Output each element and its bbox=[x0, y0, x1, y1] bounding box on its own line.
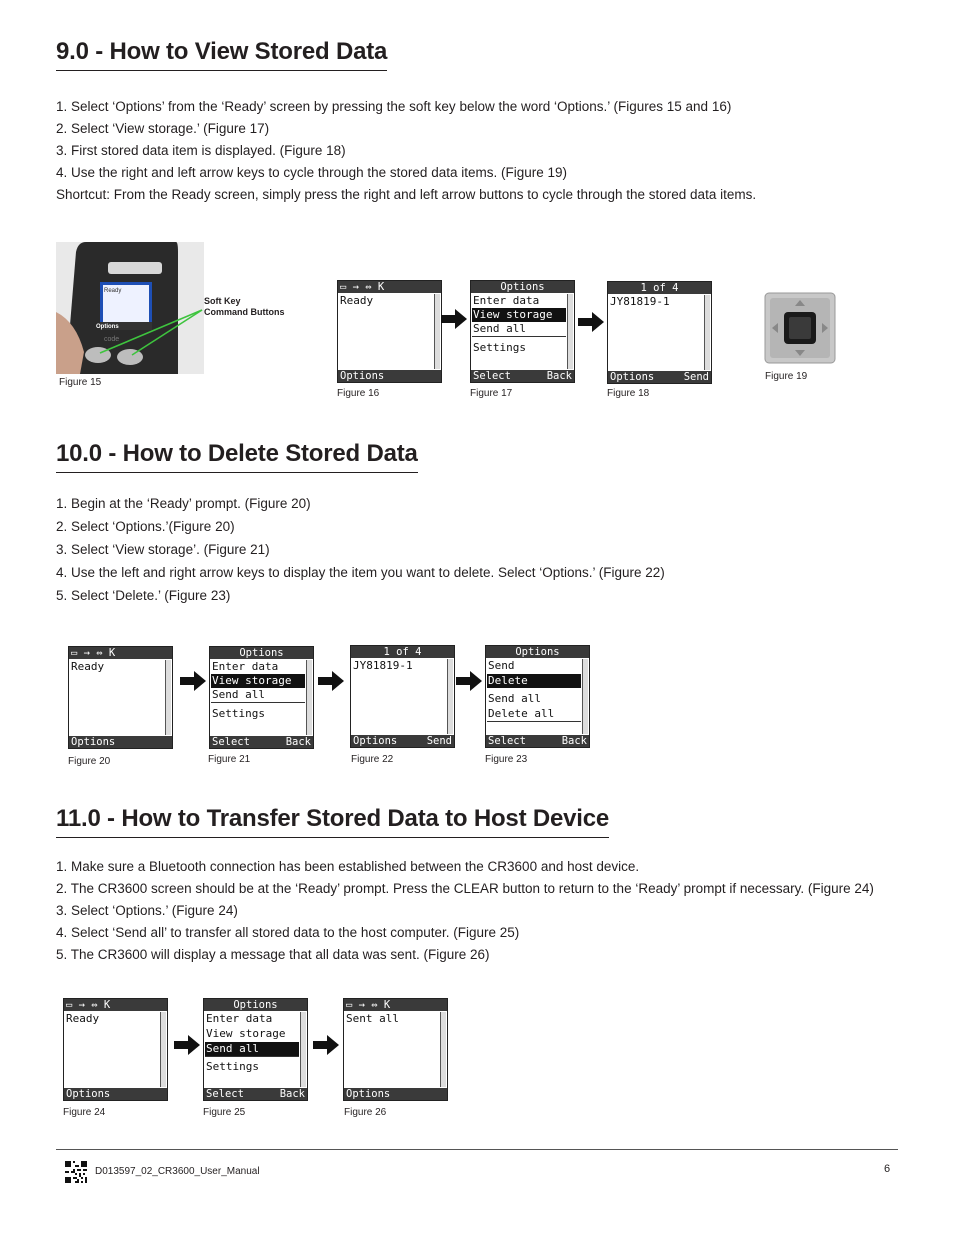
soft-key-right: Back bbox=[285, 736, 311, 748]
step: 5. Select ‘Delete.’ (Figure 23) bbox=[56, 588, 231, 603]
lcd-screen-options bbox=[203, 998, 308, 1101]
figure-caption: Figure 17 bbox=[470, 388, 513, 399]
menu-item-send-all: Send all bbox=[211, 688, 305, 703]
scrollbar bbox=[447, 659, 453, 734]
step: 1. Select ‘Options’ from the ‘Ready’ screen by pressing the soft key below the word ‘Options.’ (Figures 15 and 16) bbox=[56, 99, 732, 114]
section-10-heading: 10.0 - How to Delete Stored Data bbox=[56, 440, 418, 473]
step: 3. Select ‘Options.’ (Figure 24) bbox=[56, 903, 238, 918]
menu-item-delete: Delete bbox=[487, 674, 581, 688]
sent-all-message: Sent all bbox=[346, 1012, 399, 1025]
step: 2. The CR3600 screen should be at the ‘Ready’ prompt. Press the CLEAR button to return to the ‘Ready’ prompt if necessary. (Figure 24) bbox=[56, 881, 874, 896]
step: 4. Use the right and left arrow keys to cycle through the stored data items. (Figure 19) bbox=[56, 165, 567, 180]
menu-item-settings: Settings bbox=[206, 1060, 259, 1073]
figure-caption: Figure 19 bbox=[765, 371, 808, 382]
lcd-screen-stored-item bbox=[350, 645, 455, 748]
figure-caption: Figure 18 bbox=[607, 388, 650, 399]
scrollbar bbox=[300, 1012, 306, 1087]
arrow-right-icon bbox=[180, 671, 206, 691]
annotation-line: Command Buttons bbox=[204, 307, 285, 317]
arrow-right-icon bbox=[313, 1035, 339, 1055]
soft-key-left: Options bbox=[66, 1088, 111, 1100]
qr-code-icon bbox=[65, 1161, 87, 1183]
screen-title: Options bbox=[210, 647, 313, 659]
soft-key-left: Options bbox=[353, 735, 398, 747]
figure-caption: Figure 23 bbox=[485, 754, 528, 765]
soft-key-bar bbox=[351, 735, 454, 747]
item-count: 1 of 4 bbox=[351, 646, 454, 658]
figure-caption: Figure 25 bbox=[203, 1107, 246, 1118]
soft-key-left: Options bbox=[71, 736, 116, 748]
scrollbar bbox=[704, 295, 710, 370]
soft-key-bar bbox=[608, 371, 711, 383]
stored-barcode-value: JY81819-1 bbox=[353, 659, 413, 672]
ready-text: Ready bbox=[66, 1012, 100, 1025]
lcd-screen-options bbox=[470, 280, 575, 383]
scrollbar bbox=[582, 659, 588, 734]
arrow-right-icon bbox=[174, 1035, 200, 1055]
figure-caption: Figure 26 bbox=[344, 1107, 387, 1118]
soft-key-bar bbox=[338, 370, 441, 382]
photo-brand-text: code bbox=[104, 336, 120, 343]
section-9-steps bbox=[56, 96, 756, 206]
soft-key-right: Back bbox=[279, 1088, 305, 1100]
menu-item-settings: Settings bbox=[212, 707, 265, 720]
figure-caption: Figure 16 bbox=[337, 388, 380, 399]
lcd-screen-stored-item bbox=[607, 281, 712, 384]
menu-item-enter-data: Enter data bbox=[473, 294, 540, 307]
step: 1. Make sure a Bluetooth connection has been established between the CR3600 and host device. bbox=[56, 859, 640, 874]
annotation-line: Soft Key bbox=[204, 296, 241, 306]
step: 4. Select ‘Send all’ to transfer all stored data to the host computer. (Figure 25) bbox=[56, 925, 520, 940]
lcd-screen-delete-options bbox=[485, 645, 590, 748]
device-photo bbox=[56, 242, 204, 374]
footer-divider bbox=[56, 1149, 898, 1150]
figure-caption: Figure 15 bbox=[59, 377, 102, 388]
soft-key-left: Select bbox=[488, 735, 526, 747]
step: 1. Begin at the ‘Ready’ prompt. (Figure 20) bbox=[56, 496, 311, 511]
lcd-screen-ready bbox=[68, 646, 173, 749]
soft-key-bar bbox=[204, 1088, 307, 1100]
screen-title: Options bbox=[471, 281, 574, 293]
soft-key-bar bbox=[64, 1088, 167, 1100]
arrow-keypad-icon bbox=[764, 292, 836, 364]
figure-caption: Figure 21 bbox=[208, 754, 251, 765]
soft-key-annotation bbox=[204, 296, 285, 318]
menu-item-send: Send bbox=[488, 659, 515, 672]
screen-title: Options bbox=[204, 999, 307, 1011]
soft-key-left: Options bbox=[610, 371, 655, 383]
soft-key-bar bbox=[210, 736, 313, 748]
scrollbar bbox=[165, 660, 171, 735]
soft-key-left: Options bbox=[346, 1088, 391, 1100]
section-9-heading: 9.0 - How to View Stored Data bbox=[56, 38, 387, 71]
menu-item-enter-data: Enter data bbox=[212, 660, 279, 673]
lcd-screen-sent-all bbox=[343, 998, 448, 1101]
figure-caption: Figure 20 bbox=[68, 756, 111, 767]
ready-text: Ready bbox=[71, 660, 105, 673]
photo-options-text: Options bbox=[96, 324, 119, 330]
ready-text: Ready bbox=[340, 294, 374, 307]
soft-key-bar bbox=[471, 370, 574, 382]
soft-key-right: Send bbox=[683, 371, 709, 383]
status-icons: ▭ → ⇔ K bbox=[344, 999, 447, 1011]
soft-key-right: Back bbox=[546, 370, 572, 382]
lcd-screen-ready bbox=[337, 280, 442, 383]
arrow-right-icon bbox=[441, 309, 467, 329]
soft-key-right: Back bbox=[561, 735, 587, 747]
scrollbar bbox=[434, 294, 440, 369]
step: 3. Select ‘View storage’. (Figure 21) bbox=[56, 542, 270, 557]
menu-item-view-storage: View storage bbox=[472, 308, 566, 322]
soft-key-bar bbox=[486, 735, 589, 747]
document-id: D013597_02_CR3600_User_Manual bbox=[95, 1166, 260, 1177]
section-10-steps bbox=[56, 492, 665, 607]
status-icons: ▭ → ⇔ K bbox=[69, 647, 172, 659]
step: 3. First stored data item is displayed. (Figure 18) bbox=[56, 143, 346, 158]
menu-item-view-storage: View storage bbox=[206, 1027, 286, 1040]
soft-key-left: Select bbox=[473, 370, 511, 382]
menu-item-send-all: Send all bbox=[488, 692, 541, 705]
step: 5. The CR3600 will display a message that all data was sent. (Figure 26) bbox=[56, 947, 490, 962]
device-illustration bbox=[56, 242, 204, 374]
step: 2. Select ‘View storage.’ (Figure 17) bbox=[56, 121, 270, 136]
menu-item-view-storage: View storage bbox=[211, 674, 305, 688]
soft-key-bar bbox=[344, 1088, 447, 1100]
status-icons: ▭ → ⇔ K bbox=[64, 999, 167, 1011]
lcd-screen-ready bbox=[63, 998, 168, 1101]
scrollbar bbox=[306, 660, 312, 735]
menu-item-enter-data: Enter data bbox=[206, 1012, 273, 1025]
menu-item-delete-all: Delete all bbox=[487, 707, 581, 722]
soft-key-bar bbox=[69, 736, 172, 748]
lcd-screen-options bbox=[209, 646, 314, 749]
scrollbar bbox=[567, 294, 573, 369]
scrollbar bbox=[160, 1012, 166, 1087]
page-number: 6 bbox=[884, 1163, 891, 1175]
scrollbar bbox=[440, 1012, 446, 1087]
section-11-steps bbox=[56, 856, 874, 966]
arrow-right-icon bbox=[456, 671, 482, 691]
menu-item-settings: Settings bbox=[473, 341, 526, 354]
photo-screen-text: Ready bbox=[104, 288, 122, 294]
arrow-right-icon bbox=[578, 312, 604, 332]
soft-key-left: Select bbox=[206, 1088, 244, 1100]
step: 2. Select ‘Options.’(Figure 20) bbox=[56, 519, 235, 534]
figure-caption: Figure 22 bbox=[351, 754, 394, 765]
arrow-right-icon bbox=[318, 671, 344, 691]
soft-key-right: Send bbox=[426, 735, 452, 747]
menu-item-send-all: Send all bbox=[205, 1042, 299, 1057]
figure-caption: Figure 24 bbox=[63, 1107, 106, 1118]
section-11-heading: 11.0 - How to Transfer Stored Data to Host Device bbox=[56, 805, 609, 838]
soft-key-left: Options bbox=[340, 370, 385, 382]
screen-title: Options bbox=[486, 646, 589, 658]
stored-barcode-value: JY81819-1 bbox=[610, 295, 670, 308]
menu-item-send-all: Send all bbox=[472, 322, 566, 337]
shortcut-note: Shortcut: From the Ready screen, simply press the right and left arrow buttons to cycle through the stored data items. bbox=[56, 187, 757, 202]
status-icons: ▭ → ⇔ K bbox=[338, 281, 441, 293]
item-count: 1 of 4 bbox=[608, 282, 711, 294]
step: 4. Use the left and right arrow keys to display the item you want to delete. Select ‘Options.’ (Figure 22) bbox=[56, 565, 665, 580]
soft-key-left: Select bbox=[212, 736, 250, 748]
